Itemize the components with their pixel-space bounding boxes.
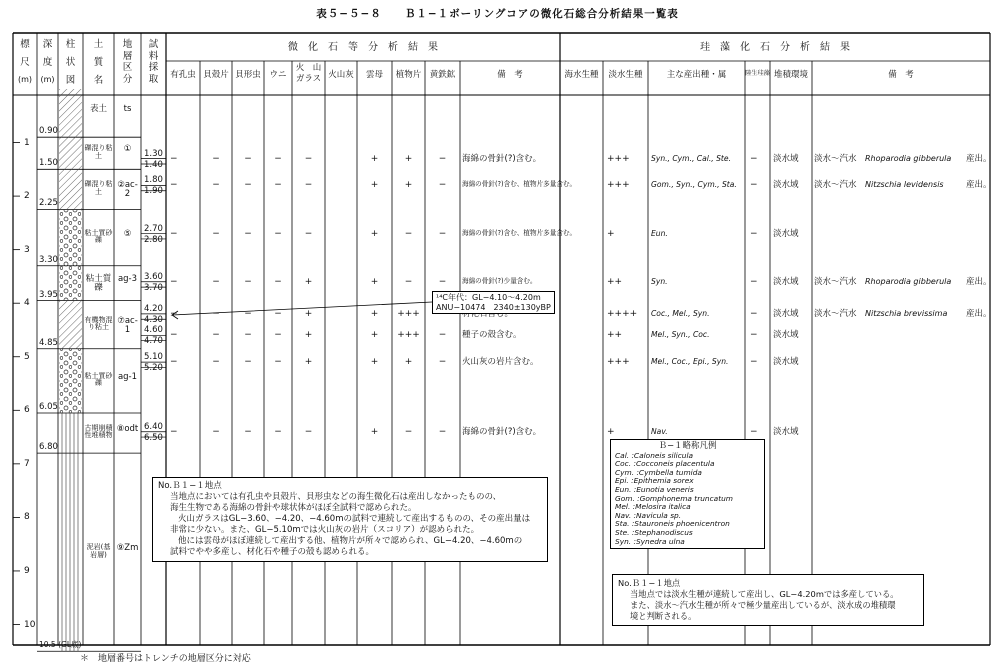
micro-value: +	[370, 426, 379, 437]
micro-value: −	[274, 180, 282, 191]
diatom-note	[612, 574, 924, 626]
micro-value: −	[170, 357, 178, 368]
micro-value: +	[370, 357, 379, 368]
sample-depth-bottom: 4.70	[144, 336, 163, 347]
diatom-terrestrial: −	[750, 357, 758, 368]
header-4: 分	[122, 73, 133, 85]
micro-value: −	[170, 153, 178, 164]
micro-value: +	[404, 153, 413, 164]
layer-depth: 3.30	[39, 254, 58, 265]
diatom-fresh: +++	[607, 357, 630, 368]
legend-abbr: Coc.	[615, 459, 632, 469]
diatom-species: Nav.	[651, 426, 668, 436]
layer-code: ts	[123, 104, 132, 115]
sample-depth-bottom: 6.50	[144, 432, 163, 443]
scale-label: 4	[24, 298, 30, 309]
header-4: 区	[122, 62, 133, 73]
micro-value: −	[212, 153, 220, 164]
layer-depth: 4.85	[39, 337, 58, 348]
legend-abbr: Nav.	[615, 510, 632, 520]
micro-value: +	[304, 276, 313, 287]
diatom-fresh: +++	[607, 153, 630, 164]
micro-col-header: ガラス	[295, 74, 322, 84]
micro-note-line: 当地点においては有孔虫や貝殻片、貝形虫などの海生微化石は産出しなかったものの、	[170, 492, 502, 502]
micro-value: +	[304, 357, 313, 368]
sample-depth-bottom: 3.70	[144, 282, 163, 293]
radiocarbon-line-2: ANU−10474 2340±130yBP	[436, 302, 551, 312]
legend-species: :Cymbella tumida	[634, 467, 702, 477]
micro-value: −	[212, 228, 220, 239]
micro-value: +	[370, 308, 379, 319]
micro-note-line: 試料でやや多産し、材化石や種子の殻も認められる。	[170, 547, 375, 557]
sample-depth-bottom: 4.30	[144, 314, 163, 325]
micro-col-header: 貝形虫	[235, 70, 261, 80]
diatom-species: Coc., Mel., Syn.	[651, 308, 710, 318]
legend-species: :Cocconeis placentula	[631, 459, 715, 469]
layer-soil: 礫混り粘土	[84, 180, 113, 196]
diatom-environment: 淡水域	[773, 330, 799, 341]
layer-depth: 6.05	[39, 401, 58, 412]
micro-value: −	[438, 180, 447, 191]
micro-value: −	[438, 228, 447, 239]
legend-species: :Caloneis silicula	[629, 450, 694, 460]
sample-depth-bottom: 1.40	[144, 159, 163, 170]
diatom-terrestrial: −	[750, 228, 758, 239]
micro-col-header: ウニ	[269, 70, 287, 80]
legend-abbr: Mel.	[615, 502, 631, 512]
table-title: 表５−５−８ Ｂ１−１ボーリングコアの微化石総合分析結果一覧表	[316, 8, 679, 20]
diatom-species: Mel., Syn., Coc.	[651, 330, 710, 340]
column-layer	[59, 349, 82, 413]
header-5: 料	[148, 50, 159, 62]
sample-depth-top: 5.10	[144, 352, 163, 363]
micro-value: +	[404, 180, 413, 191]
micro-value: +	[370, 276, 379, 287]
sample-depth-top: 4.60	[144, 325, 163, 336]
diatom-col-header: 主な産出種・属	[666, 70, 727, 80]
micro-value: −	[438, 330, 447, 341]
micro-col-header: 有孔虫	[170, 70, 196, 80]
micro-value: −	[212, 180, 220, 191]
micro-value: −	[244, 330, 252, 341]
header-1: 度	[42, 57, 53, 68]
diatom-remark-end: 産出。	[966, 153, 992, 164]
legend-species: :Navicula sp.	[631, 510, 682, 520]
micro-value: +++	[397, 330, 420, 341]
legend-species: :Eunotia veneris	[631, 484, 694, 494]
sample-depth-top: 4.20	[144, 303, 163, 314]
micro-remark: 海綿の骨針(?)含む、植物片多量含む。	[462, 228, 577, 237]
header-2: 柱	[65, 39, 76, 50]
diatom-remark-jp: 淡水〜汽水	[814, 153, 857, 164]
micro-note-line: 他には雲母がほぼ連続して産出する他、植物片が所々で認められ、GL−4.20、−4.60mの	[178, 536, 523, 546]
diatom-species: Syn.	[651, 276, 668, 286]
layer-soil: 表土	[89, 104, 107, 115]
micro-value: −	[304, 180, 313, 191]
diatom-environment: 淡水域	[773, 276, 799, 287]
diatom-remark-jp: 淡水〜汽水	[814, 180, 857, 191]
diatom-terrestrial: −	[750, 276, 758, 287]
layer-depth: 1.50	[39, 158, 58, 169]
header-1: (m)	[40, 75, 55, 84]
layer-soil: 粘土質砂礫	[84, 228, 113, 244]
micro-col-header: 雲母	[365, 70, 384, 80]
micro-col-header: 貝殻片	[203, 70, 229, 80]
micro-note-line: 火山ガラスはGL−3.60、−4.20、−4.60mの試料で連続して産出するものの、その産出量は	[178, 514, 531, 524]
column-layer	[59, 453, 82, 651]
diatom-remark-jp: 淡水〜汽水	[814, 308, 857, 319]
legend-abbr: Ste.	[615, 527, 630, 537]
micro-value: −	[304, 426, 313, 437]
diatom-col-header: 陸生珪藻	[745, 70, 770, 77]
legend-species: :Epithemia sorex	[628, 476, 694, 486]
micro-value: −	[212, 276, 220, 287]
diatom-environment: 淡水域	[773, 308, 799, 319]
header-5: 取	[148, 73, 159, 85]
layer-soil: 泥岩(基岩層)	[86, 543, 111, 559]
micro-value: −	[244, 276, 252, 287]
layer-code: ⑨Zm	[116, 543, 139, 554]
layer-code: ⑦ac-1	[117, 315, 138, 335]
micro-value: −	[304, 153, 313, 164]
scale-label: 7	[24, 458, 30, 469]
legend-species: :Stauroneis phoenicentron	[629, 519, 730, 529]
micro-value: −	[244, 357, 252, 368]
diatom-col-header: 淡水生種	[608, 70, 643, 80]
micro-value: −	[274, 357, 282, 368]
diatom-terrestrial: −	[750, 426, 758, 437]
micro-value: −	[274, 228, 282, 239]
micro-col-header: 火山灰	[328, 70, 354, 80]
layer-depth: 10.5 (GL底)	[39, 640, 82, 650]
column-layer	[59, 169, 82, 209]
layer-depth: 6.80	[39, 442, 58, 453]
diatom-remark-jp: 淡水〜汽水	[814, 276, 857, 287]
diatom-remark-end: 産出。	[966, 276, 992, 287]
micro-remark: 海綿の骨針(?)少量含む。	[462, 276, 537, 285]
layer-soil: 礫混り粘土	[84, 144, 113, 160]
micro-value: −	[438, 426, 447, 437]
micro-value: −	[212, 330, 220, 341]
column-layer	[59, 413, 82, 453]
layer-code: ②ac-2	[117, 180, 138, 200]
layer-code: ⑧odt	[116, 424, 139, 435]
micro-value: −	[212, 426, 220, 437]
diatom-group-header: 珪 藻 化 石 分 析 結 果	[700, 42, 850, 53]
micro-remark: 種子の殻含む。	[462, 330, 522, 341]
radiocarbon-arrow	[172, 302, 432, 319]
micro-remark: 海綿の骨針(?)含む。	[462, 153, 542, 164]
scale-label: 9	[24, 565, 30, 576]
scale-label: 5	[24, 351, 30, 362]
diatom-col-header: 海水生種	[564, 70, 599, 80]
header-3: 名	[93, 75, 104, 86]
diatom-terrestrial: −	[750, 330, 758, 341]
micro-value: −	[274, 276, 282, 287]
sample-depth-top: 1.80	[144, 175, 163, 186]
micro-value: +	[370, 228, 379, 239]
header-5: 採	[148, 62, 159, 73]
micro-value: −	[244, 153, 252, 164]
micro-fossil-note	[152, 477, 548, 562]
diatom-terrestrial: −	[750, 180, 758, 191]
diatom-fresh: +++	[607, 180, 630, 191]
legend-item	[615, 538, 760, 547]
diatom-note-title: No.Ｂ１−１地点	[618, 578, 681, 588]
micro-value: −	[438, 276, 447, 287]
legend-abbr: Cal.	[615, 450, 630, 460]
diatom-species: Syn., Cym., Cal., Ste.	[651, 153, 731, 163]
scale-label: 2	[24, 191, 30, 202]
header-3: 土	[93, 39, 104, 50]
scale-label: 3	[24, 244, 30, 255]
layer-code: ⑤	[123, 228, 132, 239]
scale-label: 1	[24, 137, 30, 148]
layer-code: ag-1	[117, 371, 138, 382]
layer-soil: 粘土質砂礫	[84, 371, 113, 388]
layer-depth: 0.90	[39, 126, 58, 137]
diatom-note-line: 当地点では淡水生種が連続して産出し、GL−4.20mでは多産している。	[630, 589, 899, 599]
layer-depth: 3.95	[39, 289, 58, 300]
diatom-remark-end: 産出。	[966, 308, 992, 319]
diatom-species: Gom., Syn., Cym., Sta.	[651, 180, 737, 190]
micro-value: −	[212, 308, 220, 319]
micro-value: −	[244, 426, 252, 437]
radiocarbon-annotation	[432, 291, 555, 314]
legend-species: :Melosira italica	[630, 502, 691, 512]
micro-value: −	[170, 308, 178, 319]
column-layer	[59, 137, 82, 169]
micro-note-line: 非常に少ない。また、GL−5.10mでは火山灰の岩片（スコリア）が認められた。	[170, 525, 480, 535]
legend-abbr: Epi.	[615, 476, 629, 486]
radiocarbon-line-1: ¹⁴C年代：GL−4.10〜4.20m	[436, 293, 541, 302]
header-4: 地	[122, 39, 133, 50]
diatom-fresh: ++	[607, 276, 623, 287]
diatom-terrestrial: −	[750, 153, 758, 164]
micro-value: −	[170, 426, 178, 437]
column-layer	[59, 266, 82, 301]
legend-abbr: Cym.	[615, 467, 635, 477]
layer-code: ag-3	[117, 274, 138, 285]
micro-value: −	[170, 330, 178, 341]
micro-value: −	[170, 276, 178, 287]
micro-remark: 海綿の骨針(?)含む。	[462, 426, 542, 437]
sample-depth-bottom: 1.90	[144, 186, 163, 197]
diatom-remark-species: Rhoparodia gibberula	[865, 153, 952, 163]
footnote: ＊ 地層番号はトレンチの地層区分に対応	[80, 654, 251, 664]
header-0: 尺	[20, 57, 30, 68]
diatom-remark-species: Nitzschia levidensis	[865, 180, 944, 190]
sample-depth-top: 1.30	[144, 148, 163, 159]
sample-depth-top: 2.70	[144, 223, 163, 234]
micro-value: +	[304, 308, 313, 319]
diatom-environment: 淡水域	[773, 357, 799, 368]
micro-value: −	[304, 228, 313, 239]
column-layer	[59, 209, 82, 265]
diatom-note-line: また、淡水〜汽水生種が所々で極少量産出しているが、淡水成の堆積環	[630, 600, 896, 610]
legend-abbr: Gom.	[615, 493, 635, 503]
micro-value: +	[370, 330, 379, 341]
micro-value: −	[170, 228, 178, 239]
diatom-note-line: 境と判断される。	[630, 611, 697, 621]
micro-value: −	[244, 180, 252, 191]
abbreviation-legend	[610, 439, 765, 549]
header-5: 試	[148, 39, 159, 50]
micro-value: −	[274, 153, 282, 164]
micro-note-line: 海生生物である海綿の骨針や球状体がほぼ全試料で認められた。	[170, 503, 417, 513]
diatom-fresh: ++	[607, 330, 623, 341]
legend-species: :Gomphonema truncatum	[634, 493, 733, 503]
header-0: (m)	[17, 75, 33, 84]
micro-value: +	[370, 153, 379, 164]
header-1: 深	[42, 39, 53, 50]
legend-species: :Stephanodiscus	[629, 527, 693, 537]
micro-value: +	[304, 330, 313, 341]
header-2: 図	[65, 75, 76, 86]
sample-depth-top: 6.40	[144, 421, 163, 432]
micro-value: −	[274, 330, 282, 341]
legend-abbr: Eun.	[615, 484, 632, 494]
header-0: 標	[20, 39, 30, 50]
header-4: 層	[122, 50, 133, 62]
layer-depth: 2.25	[39, 198, 58, 209]
diatom-environment: 淡水域	[773, 426, 799, 437]
micro-value: −	[438, 357, 447, 368]
legend-abbr: Sta.	[615, 519, 630, 529]
micro-col-header: 備 考	[497, 70, 523, 80]
micro-remark: 火山灰の岩片含む。	[462, 357, 539, 368]
micro-value: −	[244, 228, 252, 239]
micro-note-title: No.Ｂ１−１地点	[158, 481, 222, 491]
micro-value: −	[274, 308, 282, 319]
header-2: 状	[65, 57, 76, 68]
diatom-fresh: +	[607, 426, 615, 437]
diatom-environment: 淡水域	[773, 228, 799, 239]
micro-value: −	[274, 426, 282, 437]
diatom-environment: 淡水域	[773, 153, 799, 164]
diatom-col-header: 備 考	[888, 70, 914, 80]
legend-title: Ｂ−１略称凡例	[658, 441, 717, 451]
diatom-remark-end: 産出。	[966, 180, 992, 191]
layer-soil: 古期崩積性堆積物	[84, 424, 113, 440]
sample-depth-bottom: 2.80	[144, 234, 163, 245]
diatom-terrestrial: −	[750, 308, 758, 319]
column-layer	[59, 301, 82, 349]
layer-code: ①	[123, 144, 132, 155]
micro-value: −	[212, 357, 220, 368]
column-layer	[59, 89, 82, 137]
diatom-fresh: +	[607, 228, 615, 239]
scale-label: 10	[24, 619, 36, 630]
diatom-environment: 淡水域	[773, 180, 799, 191]
scale-label: 6	[24, 405, 30, 416]
diatom-col-header: 堆積環境	[773, 70, 809, 80]
legend-abbr: Syn.	[615, 536, 632, 546]
micro-value: +	[370, 180, 379, 191]
diatom-remark-species: Rhoparodia gibberula	[865, 276, 952, 286]
micro-value: −	[404, 426, 413, 437]
layer-soil: 有機物混り粘土	[84, 315, 113, 331]
micro-value: −	[438, 153, 447, 164]
diatom-fresh: ++++	[607, 308, 638, 319]
scale-label: 8	[24, 512, 30, 523]
micro-col-header: 火 山	[295, 63, 322, 73]
sample-depth-bottom: 5.20	[144, 363, 163, 374]
micro-value: +++	[397, 308, 420, 319]
sample-depth-top: 3.60	[144, 271, 163, 282]
micro-value: −	[244, 308, 252, 319]
diatom-remark-species: Nitzschia brevissima	[865, 308, 948, 318]
diatom-species: Eun.	[651, 228, 668, 238]
micro-value: −	[404, 276, 413, 287]
micro-value: −	[404, 228, 413, 239]
legend-species: :Synedra ulna	[631, 536, 685, 546]
micro-remark: 海綿の骨針(?)含む、植物片多量含む。	[462, 180, 577, 189]
micro-group-header: 微 化 石 等 分 析 結 果	[288, 42, 438, 53]
micro-value: +	[404, 357, 413, 368]
micro-value: −	[170, 180, 178, 191]
header-3: 質	[93, 57, 104, 68]
micro-col-header: 植物片	[395, 70, 422, 80]
micro-col-header: 黄鉄鉱	[429, 70, 456, 80]
diatom-species: Mel., Coc., Epi., Syn.	[651, 357, 729, 367]
layer-soil: 粘土質礫	[85, 274, 112, 294]
